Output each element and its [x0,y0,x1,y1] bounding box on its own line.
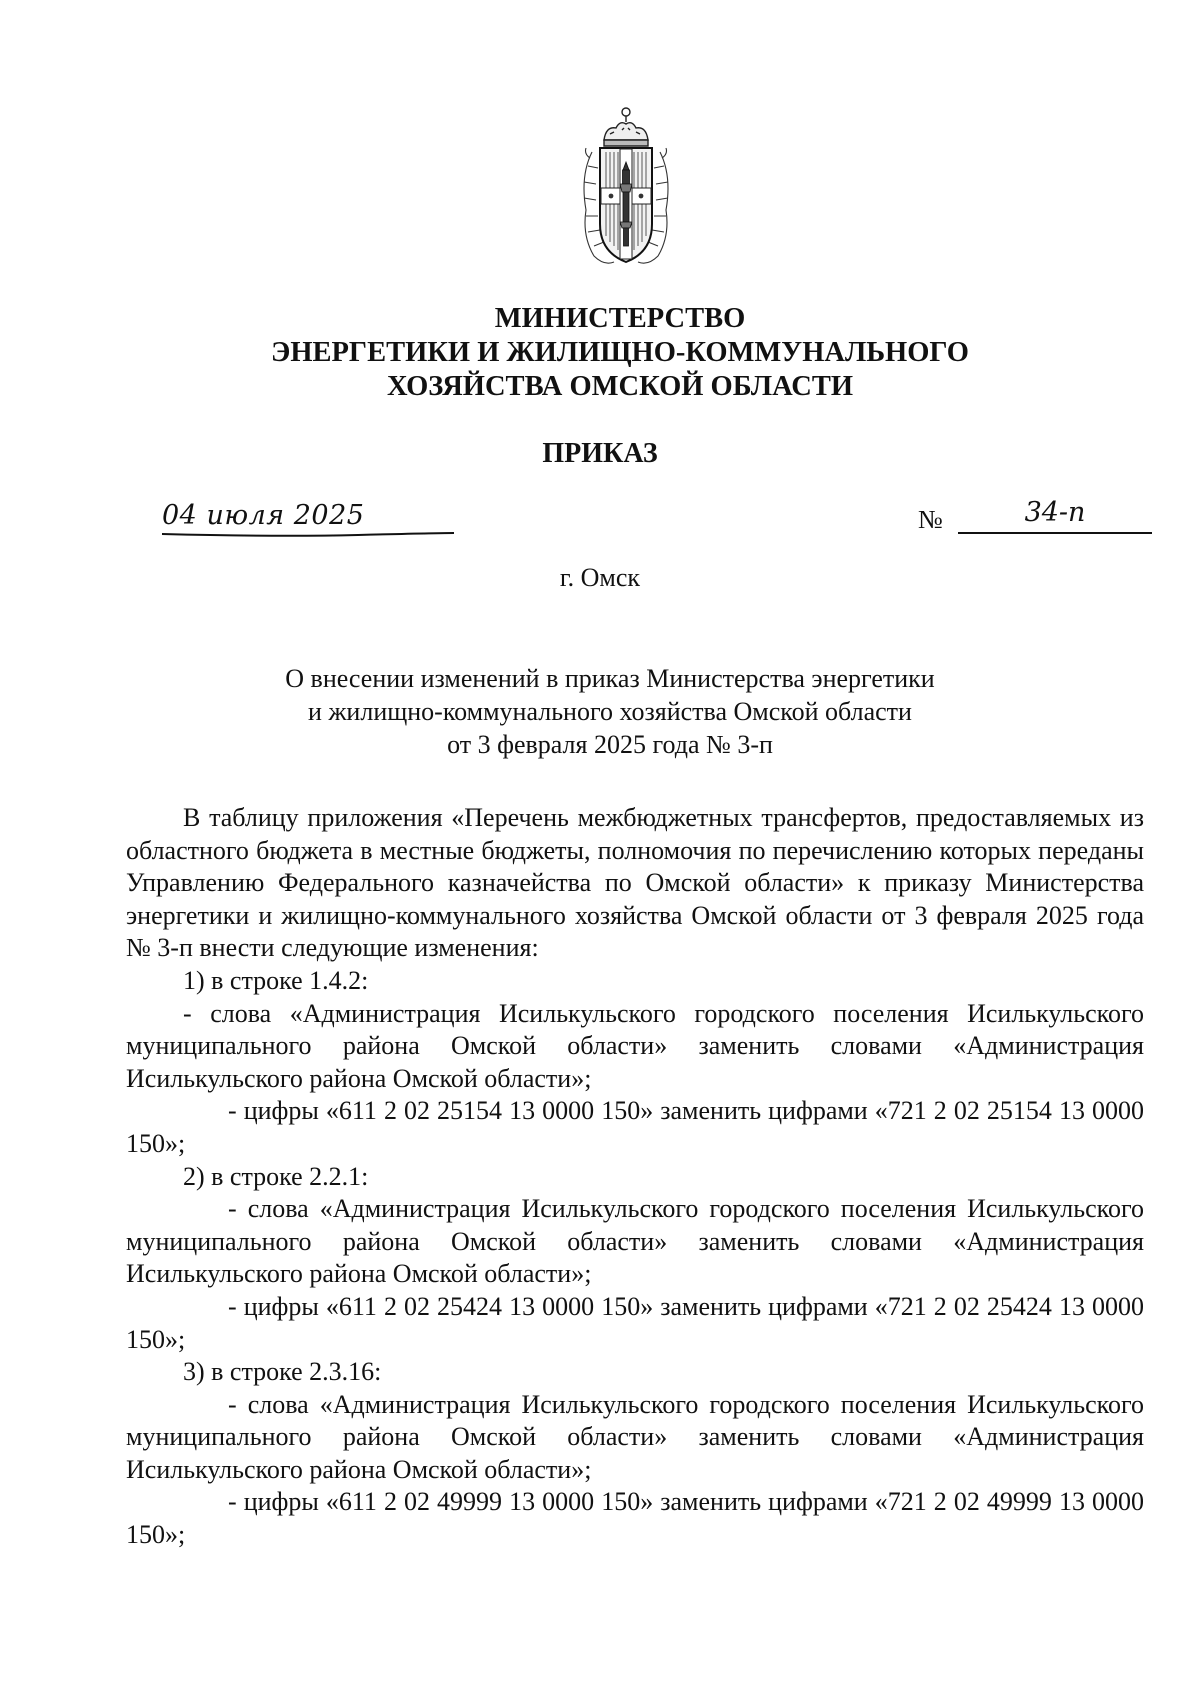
coat-of-arms-icon [574,106,678,274]
ministry-name [240,302,1000,404]
item3-heading: 3) в строке 2.3.16: [183,1357,382,1387]
item1-words-change: - слова «Администрация Исилькульского городского поселения Исилькульского муниципального района Омской области» заменить словами «Администрация Исилькульского района Омской области»; [126,998,1144,1093]
ministry-name-line3: ХОЗЯЙСТВА ОМСКОЙ ОБЛАСТИ [386,371,854,402]
city-line: г. Омск [559,563,641,592]
item2-words-change: - слова «Администрация Исилькульского городского поселения Исилькульского муниципального района Омской области» заменить словами «Администрация Исилькульского района Омской области»; [126,1194,1144,1289]
subject-line1: О внесении изменений в приказ Министерства энергетики [285,664,935,693]
document-type-title: ПРИКАЗ [542,438,658,469]
handwritten-date: 04 июля 2025 [162,500,365,531]
subject-line2: и жилищно-коммунального хозяйства Омской области [308,697,912,726]
ministry-name-line1: МИНИСТЕРСТВО [494,303,746,334]
item1-digits-change: - цифры «611 2 02 25154 13 0000 150» заменить цифрами «721 2 02 25154 13 0000 150»; [126,1096,1144,1158]
item2-digits-change: - цифры «611 2 02 25424 13 0000 150» заменить цифрами «721 2 02 25424 13 0000 150»; [126,1291,1144,1354]
subject-line3: от 3 февраля 2025 года № 3-п [447,730,773,759]
item3-words-change: - слова «Администрация Исилькульского городского поселения Исилькульского муниципального района Омской области» заменить словами «Администрация Исилькульского района Омской области»; [126,1389,1144,1484]
item3-digits-change: - цифры «611 2 02 49999 13 0000 150» заменить цифрами «721 2 02 49999 13 0000 150»; [126,1487,1144,1550]
handwritten-document-number: 34-п [958,496,1152,534]
number-sign: № [918,505,943,534]
document-body [126,802,1144,1552]
intro-paragraph: В таблицу приложения «Перечень межбюджетных трансфертов, предоставляемых из областного бюджета в местные бюджеты, полномочия по перечислению которых переданы Управлению Федерального казначейства по Омской области» к приказу Министерства энергетики и жилищно-коммунального хозяйства Омской области от 3 февраля 2025 года № 3-п внести следующие изменения: [126,803,1144,963]
document-subject [260,662,960,761]
ministry-name-line2: ЭНЕРГЕТИКИ И ЖИЛИЩНО-КОММУНАЛЬНОГО [271,337,969,368]
date-underline [158,530,458,540]
item1-heading: 1) в строке 1.4.2: [183,965,369,995]
item2-heading: 2) в строке 2.2.1: [183,1161,369,1191]
